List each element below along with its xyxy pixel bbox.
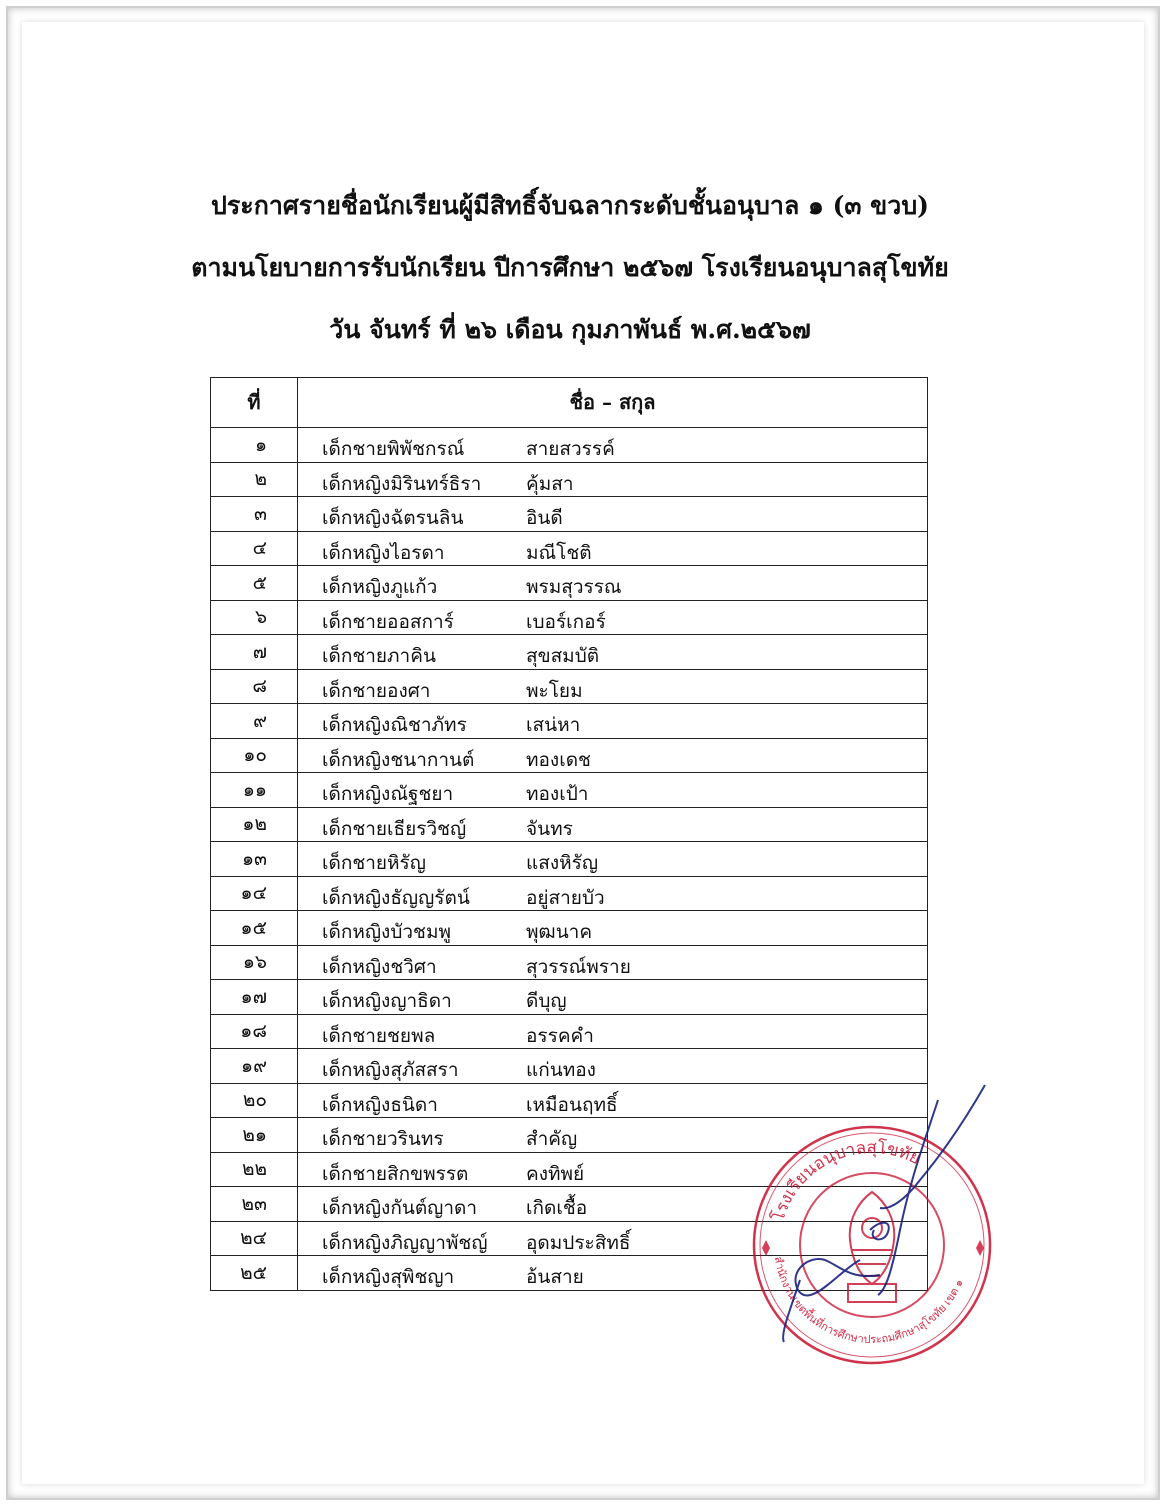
student-last-name: จันทร xyxy=(526,817,573,840)
student-name-cell xyxy=(298,911,928,946)
student-roster-table xyxy=(210,377,928,1291)
table-row xyxy=(211,1083,928,1118)
header-title-line-2: ตามนโยบายการรับนักเรียน ปีการศึกษา ๒๕๖๗ โรงเรียนอนุบาลสุโขทัย xyxy=(191,253,949,282)
student-first-name: เด็กหญิงบัวชมพู xyxy=(322,921,452,943)
student-name-cell xyxy=(298,497,928,532)
row-number: ๑๒ xyxy=(211,807,298,842)
student-name-cell xyxy=(298,1152,928,1187)
student-name-cell xyxy=(298,669,928,704)
student-first-name: เด็กชายวรินทร xyxy=(322,1128,444,1150)
student-name-cell xyxy=(298,842,928,877)
student-first-name: เด็กหญิงสุภัสสรา xyxy=(322,1059,459,1081)
student-last-name: มณีโชติ xyxy=(526,541,592,564)
student-first-name: เด็กชายองศา xyxy=(322,679,431,702)
row-number: ๑๘ xyxy=(211,1014,298,1049)
table-row xyxy=(211,600,928,635)
student-last-name: เบอร์เกอร์ xyxy=(526,610,606,633)
table-row xyxy=(211,980,928,1015)
student-name-cell xyxy=(298,773,928,808)
student-last-name: เสน่หา xyxy=(526,714,581,736)
student-first-name: เด็กชายสิกขพรรต xyxy=(322,1162,469,1185)
student-first-name: เด็กชายออสการ์ xyxy=(322,610,454,633)
student-last-name: เหมือนฤทธิ์ xyxy=(526,1093,618,1116)
row-number: ๗ xyxy=(211,635,298,670)
row-number: ๑๐ xyxy=(211,738,298,773)
row-number: ๑๓ xyxy=(211,842,298,877)
header-title-line-3: วัน จันทร์ ที่ ๒๖ เดือน กุมภาพันธ์ พ.ศ.๒๕๖๗ xyxy=(329,315,811,344)
student-name-cell xyxy=(298,738,928,773)
table-row xyxy=(211,911,928,946)
table-row xyxy=(211,566,928,601)
student-first-name: เด็กหญิงชวิศา xyxy=(322,955,437,978)
table-row xyxy=(211,1256,928,1291)
student-name-cell xyxy=(298,566,928,601)
row-number: ๘ xyxy=(211,669,298,704)
table-row xyxy=(211,738,928,773)
student-last-name: พุฒนาค xyxy=(526,921,593,943)
row-number: ๒๑ xyxy=(211,1118,298,1153)
student-first-name: เด็กชายเธียรวิชญ์ xyxy=(322,817,467,840)
student-first-name: เด็กชายพิพัชกรณ์ xyxy=(322,438,465,460)
row-number: ๑๗ xyxy=(211,980,298,1015)
student-last-name: พะโยม xyxy=(526,679,583,702)
column-header-number: ที่ xyxy=(211,378,298,428)
student-first-name: เด็กหญิงสุพิชญา xyxy=(322,1266,455,1288)
student-first-name: เด็กชายหิรัญ xyxy=(322,852,426,874)
student-name-cell xyxy=(298,1187,928,1222)
seal-text-bottom: สำนักงานเขตพื้นที่การศึกษาประถมศึกษาสุโขทัย เขต ๑ xyxy=(771,1255,966,1347)
student-name-cell xyxy=(298,807,928,842)
student-first-name: เด็กหญิงกันต์ญาดา xyxy=(322,1197,478,1219)
table-row xyxy=(211,1014,928,1049)
table-row xyxy=(211,1152,928,1187)
row-number: ๒๓ xyxy=(211,1187,298,1222)
row-number: ๑๔ xyxy=(211,876,298,911)
row-number: ๖ xyxy=(211,600,298,635)
row-number: ๑๕ xyxy=(211,911,298,946)
student-last-name: อ้นสาย xyxy=(526,1266,584,1288)
student-last-name: สุขสมบัติ xyxy=(526,645,600,667)
student-name-cell xyxy=(298,1221,928,1256)
table-row xyxy=(211,704,928,739)
table-row xyxy=(211,1118,928,1153)
student-last-name: ดีบุญ xyxy=(526,990,567,1012)
table-row xyxy=(211,635,928,670)
student-name-cell xyxy=(298,1256,928,1291)
table-row xyxy=(211,1221,928,1256)
student-first-name: เด็กชายภาคิน xyxy=(322,645,436,667)
table-row xyxy=(211,428,928,463)
table-row xyxy=(211,807,928,842)
student-first-name: เด็กชายชยพล xyxy=(322,1024,436,1047)
student-name-cell xyxy=(298,428,928,463)
student-last-name: อรรคคำ xyxy=(526,1024,594,1047)
table-row xyxy=(211,462,928,497)
row-number: ๑๙ xyxy=(211,1049,298,1084)
table-row xyxy=(211,1187,928,1222)
table-row xyxy=(211,669,928,704)
row-number: ๕ xyxy=(211,566,298,601)
student-last-name: สุวรรณ์พราย xyxy=(526,955,631,978)
table-row xyxy=(211,1049,928,1084)
row-number: ๒๕ xyxy=(211,1256,298,1291)
student-last-name: สายสวรรค์ xyxy=(526,438,615,460)
student-name-cell xyxy=(298,1118,928,1153)
student-name-cell xyxy=(298,1049,928,1084)
student-first-name: เด็กหญิงธัญญรัตน์ xyxy=(322,886,470,909)
student-last-name: พรมสุวรรณ xyxy=(526,576,622,598)
row-number: ๒๔ xyxy=(211,1221,298,1256)
student-last-name: แก่นทอง xyxy=(526,1059,596,1081)
student-name-cell xyxy=(298,635,928,670)
student-first-name: เด็กหญิงภิญญาพัชญ์ xyxy=(322,1231,488,1254)
student-first-name: เด็กหญิงญาธิดา xyxy=(322,990,452,1012)
row-number: ๒ xyxy=(211,462,298,497)
student-name-cell xyxy=(298,462,928,497)
student-first-name: เด็กหญิงธนิดา xyxy=(322,1093,438,1116)
seal-text-top: โรงเรียนอนุบาลสุโขทัย xyxy=(768,1137,924,1224)
student-first-name: เด็กหญิงฉัตรนลิน xyxy=(322,507,464,529)
student-last-name: อยู่สายบัว xyxy=(526,886,605,909)
row-number: ๓ xyxy=(211,497,298,532)
student-name-cell xyxy=(298,704,928,739)
student-name-cell xyxy=(298,531,928,566)
student-first-name: เด็กหญิงมิรินทร์ธิรา xyxy=(322,472,482,495)
student-first-name: เด็กหญิงชนากานต์ xyxy=(322,748,475,771)
student-last-name: แสงหิรัญ xyxy=(526,852,599,874)
column-header-name: ชื่อ – สกุล xyxy=(298,378,928,428)
row-number: ๑๖ xyxy=(211,945,298,980)
table-row xyxy=(211,876,928,911)
row-number: ๑ xyxy=(211,428,298,463)
header-title-line-1: ประกาศรายชื่อนักเรียนผู้มีสิทธิ์จับฉลากระดับชั้นอนุบาล ๑ (๓ ขวบ) xyxy=(210,191,930,220)
student-name-cell xyxy=(298,1083,928,1118)
student-name-cell xyxy=(298,1014,928,1049)
student-last-name: คงทิพย์ xyxy=(526,1162,585,1185)
student-last-name: ทองเป้า xyxy=(526,783,589,805)
table-body xyxy=(211,428,928,1291)
student-last-name: คุ้มสา xyxy=(526,472,574,495)
table-row xyxy=(211,773,928,808)
table-row xyxy=(211,531,928,566)
student-name-cell xyxy=(298,600,928,635)
student-last-name: ทองเดช xyxy=(526,748,591,771)
student-last-name: อุดมประสิทธิ์ xyxy=(526,1231,631,1254)
student-last-name: สำคัญ xyxy=(526,1128,578,1150)
student-last-name: เกิดเชื้อ xyxy=(526,1197,588,1219)
student-name-cell xyxy=(298,876,928,911)
row-number: ๑๑ xyxy=(211,773,298,808)
student-first-name: เด็กหญิงณัฐชยา xyxy=(322,783,454,805)
document-header xyxy=(0,190,1140,376)
row-number: ๒๐ xyxy=(211,1083,298,1118)
student-first-name: เด็กหญิงณิชาภัทร xyxy=(322,714,467,736)
student-name-cell xyxy=(298,980,928,1015)
table-row xyxy=(211,842,928,877)
table-row xyxy=(211,497,928,532)
table-row xyxy=(211,945,928,980)
student-first-name: เด็กหญิงภูแก้ว xyxy=(322,576,438,598)
student-last-name: อินดี xyxy=(526,507,563,529)
table-header-row xyxy=(211,378,928,428)
row-number: ๙ xyxy=(211,704,298,739)
student-first-name: เด็กหญิงไอรดา xyxy=(322,541,445,564)
row-number: ๔ xyxy=(211,531,298,566)
row-number: ๒๒ xyxy=(211,1152,298,1187)
student-name-cell xyxy=(298,945,928,980)
